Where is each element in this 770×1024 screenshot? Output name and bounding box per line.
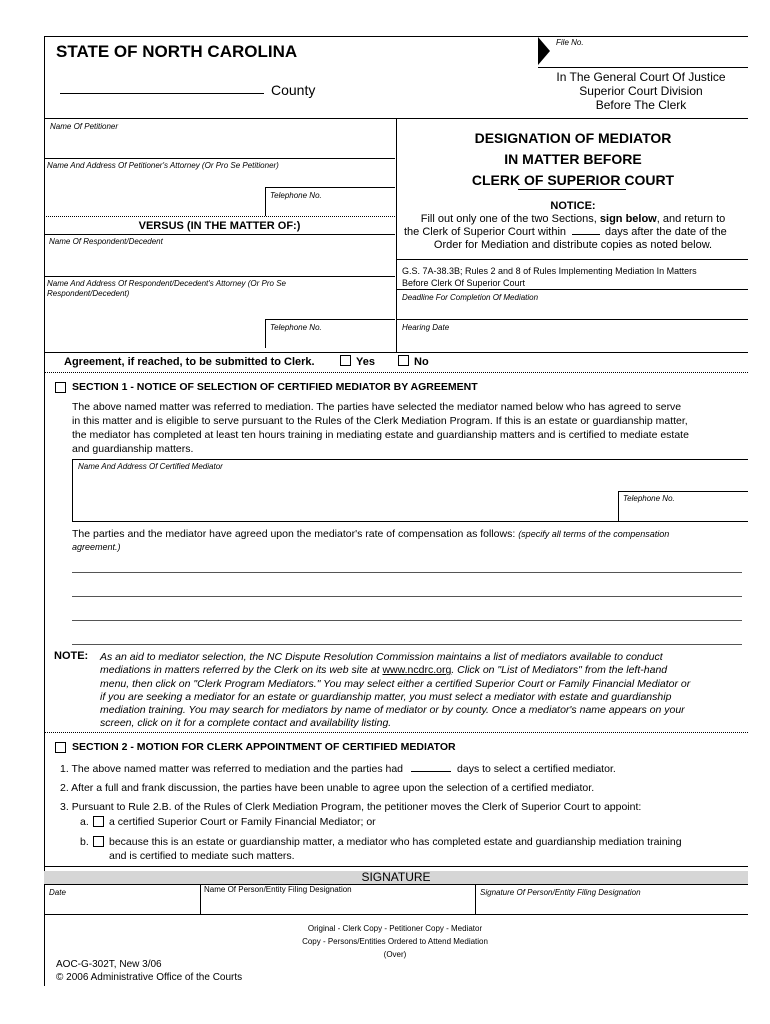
no-checkbox[interactable] — [398, 355, 409, 366]
filer-name-label: Name Of Person/Entity Filing Designation — [204, 885, 352, 894]
form-footer — [56, 958, 242, 984]
option-b-line: and is certified to mediate such matters. — [109, 850, 295, 862]
item-text: The above named matter was referred to mediation and the parties had — [71, 763, 404, 775]
item-text: Pursuant to Rule 2.B. of the Rules of Clerk Mediation Program, the petitioner moves the Clerk of Superior Court to appoint: — [71, 801, 642, 813]
option-a-text: a certified Superior Court or Family Financial Mediator; or — [109, 816, 376, 828]
divider — [44, 234, 395, 235]
section1-checkbox[interactable] — [55, 382, 66, 393]
note-text-part: . Click on "List of Mediators" from the left-hand — [451, 664, 668, 677]
compensation-entry-line[interactable] — [72, 620, 742, 621]
petitioner-attorney-field[interactable] — [46, 172, 264, 212]
mediator-telephone-field[interactable] — [620, 504, 746, 518]
divider — [44, 372, 748, 373]
versus-label: VERSUS (IN THE MATTER OF:) — [138, 220, 301, 232]
option-b-label: b. — [80, 836, 89, 848]
item-number: 1. — [60, 763, 69, 775]
section1-paragraph — [72, 400, 689, 456]
hearing-date-label: Hearing Date — [402, 323, 450, 332]
respondent-attorney-field[interactable] — [46, 300, 264, 346]
petitioner-label: Name Of Petitioner — [50, 122, 119, 131]
notice-line-2 — [404, 226, 727, 238]
divider — [44, 866, 748, 867]
option-a-label: a. — [80, 816, 89, 828]
respondent-telephone-field[interactable] — [267, 332, 393, 346]
file-no-field[interactable] — [520, 48, 740, 64]
note-line — [100, 664, 690, 677]
signature-label: Signature Of Person/Entity Filing Designation — [480, 888, 641, 897]
deadline-label: Deadline For Completion Of Mediation — [402, 293, 539, 302]
signature-heading: SIGNATURE — [361, 870, 431, 884]
divider — [265, 319, 395, 320]
date-field[interactable] — [46, 898, 198, 913]
note-text — [100, 651, 690, 731]
days-select-blank[interactable] — [411, 771, 451, 772]
county-line[interactable] — [60, 93, 264, 94]
copyright: © 2006 Administrative Office of the Courts — [56, 972, 243, 983]
divider — [200, 884, 201, 914]
divider — [518, 189, 626, 190]
left-border — [44, 36, 45, 986]
notice-line-1 — [398, 213, 748, 225]
state-title: STATE OF NORTH CAROLINA — [56, 42, 298, 61]
ncdrc-link[interactable]: www.ncdrc.org — [382, 664, 452, 677]
days-blank[interactable] — [572, 234, 600, 235]
compensation-entry-line[interactable] — [72, 572, 742, 573]
signature-field[interactable] — [477, 898, 746, 913]
copies-line: Original - Clerk Copy - Petitioner Copy - Mediator — [307, 924, 483, 933]
compensation-hint: (specify all terms of the compensation — [518, 529, 670, 539]
over-indicator: (Over) — [383, 950, 407, 959]
no-label: No — [414, 356, 429, 368]
divider — [265, 319, 266, 348]
form-title-line-2: IN MATTER BEFORE — [504, 151, 642, 167]
divider — [396, 289, 748, 290]
statute-line-2: Before Clerk Of Superior Court — [402, 278, 526, 288]
divider — [396, 259, 748, 260]
item-number: 3. — [60, 801, 69, 813]
divider — [44, 914, 748, 915]
petitioner-field[interactable] — [46, 132, 394, 158]
divider — [475, 884, 476, 914]
copies-line: Copy - Persons/Entities Ordered to Attend Mediation — [302, 937, 488, 946]
notice-heading: NOTICE: — [550, 200, 596, 212]
petitioner-telephone-label: Telephone No. — [270, 191, 322, 200]
divider — [44, 216, 395, 217]
section2-checkbox[interactable] — [55, 742, 66, 753]
divider — [44, 732, 748, 733]
filer-name-field[interactable] — [202, 898, 473, 913]
respondent-field[interactable] — [46, 248, 394, 274]
petitioner-telephone-field[interactable] — [267, 200, 393, 214]
compensation-line-2: agreement.) — [72, 542, 121, 552]
compensation-text: The parties and the mediator have agreed upon the mediator's rate of compensation as follows: — [72, 528, 519, 540]
note-label: NOTE: — [54, 650, 89, 662]
court-line-1: In The General Court Of Justice — [556, 70, 726, 84]
note-line: menu, then click on "Clerk Program Mediators." You may select either a certified Superior Court or Family Financial Mediator or — [100, 677, 691, 690]
petitioner-attorney-label: Name And Address Of Petitioner's Attorney (Or Pro Se Petitioner) — [47, 161, 279, 170]
section1-para-line: The above named matter was referred to mediation. The parties have selected the mediator named below who has agreed to serve — [72, 401, 682, 413]
agreement-text: Agreement, if reached, to be submitted to Clerk. — [64, 356, 315, 368]
respondent-attorney-label-2: Respondent/Decedent) — [47, 289, 130, 298]
section2-item-2 — [60, 782, 594, 794]
section1-para-line: the mediator has completed at least ten hours training in mediating estate and guardianship matters and is certified to mediate estate — [72, 429, 689, 441]
distribution-copies — [200, 922, 590, 961]
divider — [44, 884, 748, 885]
respondent-telephone-label: Telephone No. — [270, 323, 322, 332]
section1-heading: SECTION 1 - NOTICE OF SELECTION OF CERTIFIED MEDIATOR BY AGREEMENT — [72, 381, 478, 393]
county-label: County — [271, 82, 316, 98]
section1-para-line: and guardianship matters. — [72, 443, 194, 455]
divider — [618, 491, 748, 492]
notice-line-3: Order for Mediation and distribute copies as noted below. — [433, 239, 713, 251]
compensation-entry-line[interactable] — [72, 644, 742, 645]
statute-line-1: G.S. 7A-38.3B; Rules 2 and 8 of Rules Implementing Mediation In Matters — [402, 266, 697, 276]
hearing-date-field[interactable] — [398, 332, 746, 348]
divider — [396, 319, 748, 320]
option-b-line: because this is an estate or guardianship matter, a mediator who has completed estate and guardianship mediation training — [109, 836, 682, 848]
notice-sign-below: sign below — [599, 213, 657, 225]
deadline-field[interactable] — [398, 302, 746, 318]
option-b-checkbox[interactable] — [93, 836, 104, 847]
divider — [44, 158, 395, 159]
item-text: After a full and frank discussion, the parties have been unable to agree upon the selection of a certified mediator. — [71, 782, 595, 794]
divider — [265, 187, 395, 188]
note-line: As an aid to mediator selection, the NC Dispute Resolution Commission maintains a list of mediators available to conduct — [100, 651, 663, 663]
mediator-name-label: Name And Address Of Certified Mediator — [78, 462, 223, 471]
divider — [72, 459, 748, 460]
option-a-checkbox[interactable] — [93, 816, 104, 827]
note-text-part: mediations in matters referred by the Clerk on its web site at — [100, 664, 383, 677]
item-number: 2. — [60, 782, 69, 794]
file-no-label: File No. — [556, 38, 584, 47]
divider — [44, 352, 748, 353]
section1-para-line: in this matter and is eligible to serve pursuant to the Rules of the Clerk Mediation Program. If this is an estate or guardianship matter, — [72, 415, 688, 427]
form-id: AOC-G-302T, New 3/06 — [56, 959, 162, 970]
notice-text: , and return to — [656, 213, 726, 225]
item-text: days to select a certified mediator. — [457, 763, 616, 775]
court-info — [541, 70, 741, 112]
divider — [618, 491, 619, 521]
respondent-attorney-label-1: Name And Address Of Respondent/Decedent's Attorney (Or Pro Se — [47, 279, 286, 288]
option-b-text — [109, 835, 682, 863]
section2-item-1 — [60, 763, 616, 775]
form-title-line-3: CLERK OF SUPERIOR COURT — [471, 172, 675, 188]
divider — [265, 187, 266, 216]
divider — [72, 459, 73, 521]
form-title — [398, 128, 748, 191]
divider — [44, 276, 395, 277]
column-divider — [396, 118, 397, 352]
section2-heading: SECTION 2 - MOTION FOR CLERK APPOINTMENT OF CERTIFIED MEDIATOR — [72, 741, 456, 753]
note-line: if you are seeking a mediator for an estate or guardianship matter, you must select a mediator with estate and guardianship — [100, 690, 672, 703]
mediator-telephone-label: Telephone No. — [623, 494, 675, 503]
top-border — [44, 36, 748, 37]
note-line: screen, click on it for a complete contact and availability listing. — [100, 717, 392, 730]
notice-text: Fill out only one of the two Sections, — [420, 213, 600, 225]
respondent-label: Name Of Respondent/Decedent — [49, 237, 163, 246]
compensation-line-1 — [72, 528, 669, 540]
notice-text: days after the date of the — [605, 226, 727, 238]
date-label: Date — [49, 888, 66, 897]
section2-item-3 — [60, 801, 641, 813]
court-line-3: Before The Clerk — [595, 98, 687, 112]
yes-checkbox[interactable] — [340, 355, 351, 366]
file-no-bottom-line — [538, 67, 748, 68]
court-line-2: Superior Court Division — [579, 84, 703, 98]
notice-text: the Clerk of Superior Court within — [404, 226, 567, 238]
divider — [72, 521, 748, 522]
compensation-entry-line[interactable] — [72, 596, 742, 597]
form-title-line-1: DESIGNATION OF MEDIATOR — [474, 130, 672, 146]
yes-label: Yes — [356, 356, 375, 368]
mediator-name-field[interactable] — [74, 472, 616, 518]
note-line: mediation training. You may search for mediators by name of mediator or by county. Once a mediator's name appears on your — [100, 704, 685, 717]
